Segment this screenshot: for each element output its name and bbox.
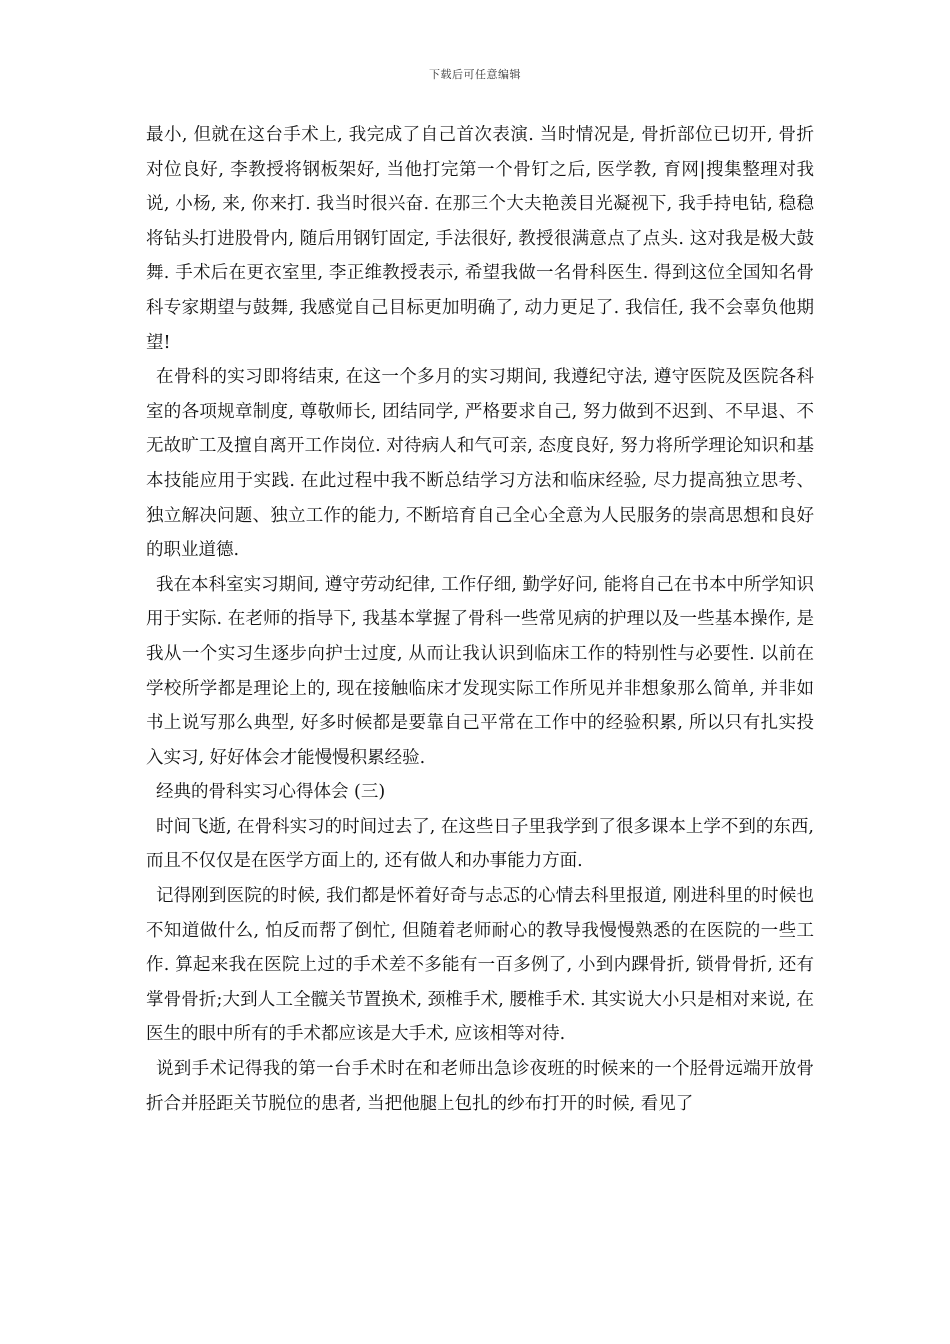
- paragraph: 最小, 但就在这台手术上, 我完成了自己首次表演. 当时情况是, 骨折部位已切开, 骨折对位良好, 李教授将钢板架好, 当他打完第一个骨钉之后, 医学教, 育网|搜集整理对我说, 小杨, 来, 你来打. 我当时很兴奋. 在那三个大夫艳羡目光凝视下, 我手持电钻, 稳稳将钻头打进股骨内, 随后用钢钉固定, 手法很好, 教授很满意点了点头. 这对我是极大鼓舞. 手术后在更衣室里, 李正维教授表示, 希望我做一名骨科医生. 得到这位全国知名骨科专家期望与鼓舞, 我感觉自己目标更加明确了, 动力更足了. 我信任, 我不会辜负他期望!: [146, 125, 814, 353]
- paragraph: 在骨科的实习即将结束, 在这一个多月的实习期间, 我遵纪守法, 遵守医院及医院各科室的各项规章制度, 尊敬师长, 团结同学, 严格要求自己, 努力做到不迟到、不早退、不无故旷工及擅自离开工作岗位. 对待病人和气可亲, 态度良好, 努力将所学理论知识和基本技能应用于实践. 在此过程中我不断总结学习方法和临床经验, 尽力提高独立思考、独立解决问题、独立工作的能力, 不断培育自己全心全意为人民服务的崇高思想和良好的职业道德.: [146, 367, 814, 561]
- document-body: [146, 118, 814, 1121]
- paragraph: 我在本科室实习期间, 遵守劳动纪律, 工作仔细, 勤学好问, 能将自己在书本中所学知识用于实际. 在老师的指导下, 我基本掌握了骨科一些常见病的护理以及一些基本操作, 是我从一个实习生逐步向护士过度, 从而让我认识到临床工作的特别性与必要性. 以前在学校所学都是理论上的, 现在接触临床才发现实际工作所见并非想象那么简单, 并非如书上说写那么典型, 好多时候都是要靠自己平常在工作中的经验积累, 所以只有扎实投入实习, 好好体会才能慢慢积累经验.: [146, 574, 814, 768]
- paragraph: 说到手术记得我的第一台手术时在和老师出急诊夜班的时候来的一个胫骨远端开放骨折合并胫距关节脱位的患者, 当把他腿上包扎的纱布打开的时候, 看见了: [146, 1059, 814, 1114]
- paragraph: 记得刚到医院的时候, 我们都是怀着好奇与忐忑的心情去科里报道, 刚进科里的时候也不知道做什么, 怕反而帮了倒忙, 但随着老师耐心的教导我慢慢熟悉的在医院的一些工作. 算起来我在医院上过的手术差不多能有一百多例了, 小到内踝骨折, 锁骨骨折, 还有掌骨骨折;大到人工全髋关节置换术, 颈椎手术, 腰椎手术. 其实说大小只是相对来说, 在医生的眼中所有的手术都应该是大手术, 应该相等对待.: [146, 886, 814, 1045]
- section-heading: 经典的骨科实习心得体会 (三): [156, 782, 386, 803]
- page-header: 下载后可任意编辑: [429, 68, 521, 81]
- paragraph: 时间飞逝, 在骨科实习的时间过去了, 在这些日子里我学到了很多课本上学不到的东西, 而且不仅仅是在医学方面上的, 还有做人和办事能力方面.: [146, 816, 814, 872]
